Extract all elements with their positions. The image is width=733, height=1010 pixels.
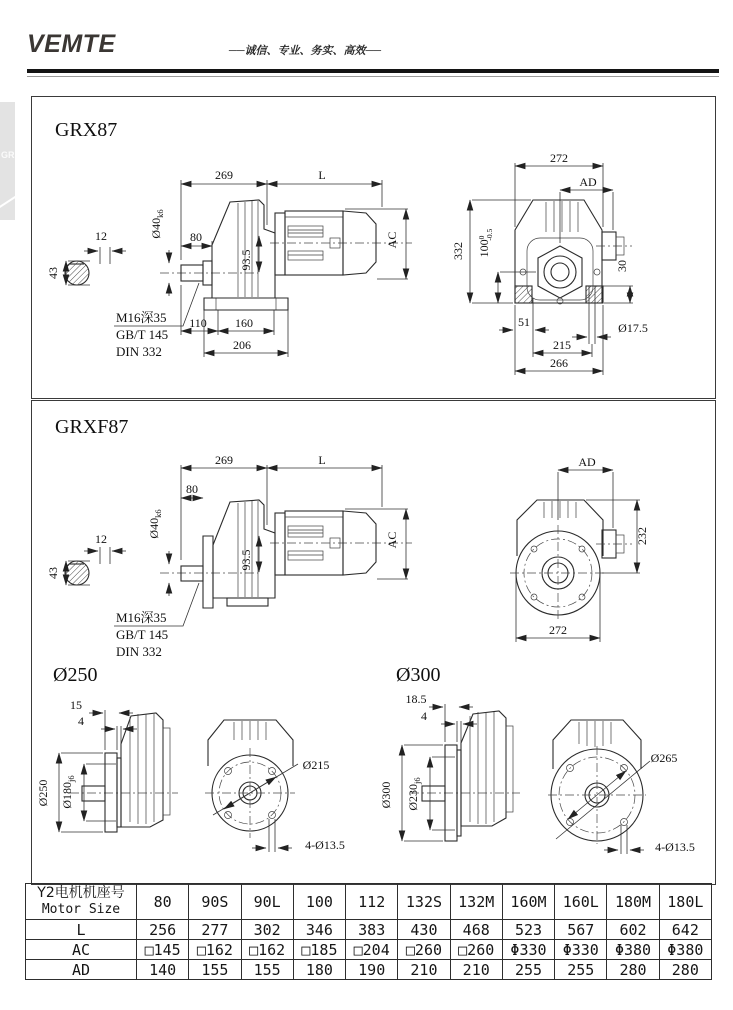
note-grxf87-din: DIN 332 — [116, 644, 162, 659]
dim-grxf87-93-5: 93.5 — [239, 549, 253, 571]
cell-AC-10: Φ380 — [659, 940, 711, 960]
row-label-L: L — [26, 920, 137, 940]
dim-f250-bolt-circle: Ø215 — [302, 758, 330, 772]
cell-L-5: 430 — [398, 920, 450, 940]
grx87-side-dims — [46, 168, 408, 359]
dim-grx87-110: 110 — [189, 316, 207, 330]
dim-grx87-hole-dia: Ø17.5 — [618, 321, 648, 335]
cell-AC-0: □145 — [137, 940, 189, 960]
flange250-title: Ø250 — [53, 664, 98, 686]
dim-grx87-206: 206 — [233, 338, 251, 352]
cell-L-6: 468 — [450, 920, 502, 940]
dim-f250-spigot: $Ø180_{j6}$ — [60, 775, 76, 809]
grx87-front-view — [515, 200, 632, 357]
grx87-drawing — [46, 119, 648, 375]
flange300-front-dims — [556, 751, 695, 854]
dim-grx87-160: 160 — [235, 316, 253, 330]
flange250-front-view — [205, 720, 295, 838]
dim-grxf87-L: L — [318, 453, 326, 467]
cell-L-7: 523 — [502, 920, 554, 940]
dim-grxf87-269: 269 — [215, 453, 233, 467]
col-160L: 160L — [555, 884, 607, 920]
flange300-side-view — [410, 711, 520, 841]
cell-AC-8: Φ330 — [555, 940, 607, 960]
cell-L-2: 302 — [241, 920, 293, 940]
cell-AD-6: 210 — [450, 960, 502, 980]
grx87-title: GRX87 — [55, 119, 118, 141]
cell-L-0: 256 — [137, 920, 189, 940]
table-header-en: Motor Size — [41, 902, 121, 917]
grxf87-title: GRXF87 — [55, 416, 129, 438]
cell-AD-9: 280 — [607, 960, 659, 980]
dim-f300-spigot: $Ø230_{j6}$ — [406, 777, 422, 811]
dim-grx87-269: 269 — [215, 168, 233, 182]
note-grx87-tap: M16深35 — [116, 310, 167, 325]
col-100: 100 — [293, 884, 345, 920]
dim-f300-holes: 4-Ø13.5 — [655, 840, 695, 854]
table-row-AD — [26, 960, 712, 980]
flange250-side-dims — [36, 698, 137, 832]
table-header-cell — [26, 884, 137, 920]
cell-L-4: 383 — [346, 920, 398, 940]
table-header-cn: Y2电机机座号 — [37, 885, 125, 901]
cell-L-8: 567 — [555, 920, 607, 940]
dim-f250-outer: Ø250 — [36, 779, 50, 807]
dim-grx87-43: 43 — [46, 267, 60, 279]
dim-grx87-215: 215 — [553, 338, 571, 352]
grx87-front-dims — [451, 151, 648, 375]
flange250-drawing — [36, 664, 345, 852]
cell-L-10: 642 — [659, 920, 711, 940]
cell-AC-6: □260 — [450, 940, 502, 960]
grxf87-side-dims — [46, 453, 408, 659]
dim-f300-outer: Ø300 — [379, 781, 393, 809]
cell-L-9: 602 — [607, 920, 659, 940]
dim-grx87-shaft-dia: $Ø40_{k6}$ — [149, 209, 165, 239]
dim-grx87-AD: AD — [579, 175, 597, 189]
cell-L-3: 346 — [293, 920, 345, 940]
dim-grx87-L: L — [318, 168, 326, 182]
flange250-side-view — [70, 713, 178, 832]
dim-f250-holes: 4-Ø13.5 — [305, 838, 345, 852]
cell-AD-2: 155 — [241, 960, 293, 980]
dim-grx87-100-tol: $100^0-0.5$ — [477, 228, 494, 258]
dim-f250-4: 4 — [78, 714, 84, 728]
col-132M: 132M — [450, 884, 502, 920]
cell-AC-3: □185 — [293, 940, 345, 960]
table-header-row — [26, 884, 712, 920]
cell-AC-9: Φ380 — [607, 940, 659, 960]
col-180L: 180L — [659, 884, 711, 920]
flange300-drawing — [379, 664, 695, 854]
dim-f300-18-5: 18.5 — [405, 692, 427, 706]
page-edge-tab-label: GR — [1, 150, 15, 160]
brand-logo: VEMTE — [27, 30, 116, 58]
cell-L-1: 277 — [189, 920, 241, 940]
cell-AD-0: 140 — [137, 960, 189, 980]
dim-f300-4: 4 — [421, 709, 427, 723]
cell-AD-5: 210 — [398, 960, 450, 980]
dim-grxf87-12: 12 — [95, 532, 107, 546]
grxf87-front-view — [510, 500, 632, 621]
flange300-title: Ø300 — [396, 664, 441, 686]
cell-AC-1: □162 — [189, 940, 241, 960]
dim-f300-bolt-circle: Ø265 — [650, 751, 678, 765]
grxf87-front-dims — [516, 455, 649, 642]
note-grxf87-gbt: GB/T 145 — [116, 627, 169, 642]
dim-grx87-93-5: 93.5 — [239, 249, 253, 271]
motor-size-table-wrap — [25, 883, 712, 980]
col-132S: 132S — [398, 884, 450, 920]
col-160M: 160M — [502, 884, 554, 920]
dim-grx87-272: 272 — [550, 151, 568, 165]
grxf87-drawing — [46, 416, 649, 659]
brand-tagline: ──诚信、专业、务实、高效── — [228, 45, 382, 57]
col-90S: 90S — [189, 884, 241, 920]
col-80: 80 — [137, 884, 189, 920]
flange300-front-view — [548, 720, 646, 844]
row-label-AD: AD — [26, 960, 137, 980]
dim-f250-15: 15 — [70, 698, 82, 712]
col-112: 112 — [346, 884, 398, 920]
dim-grxf87-80: 80 — [186, 482, 198, 496]
dim-grx87-266: 266 — [550, 356, 568, 370]
dim-grxf87-272: 272 — [549, 623, 567, 637]
row-label-AC: AC — [26, 940, 137, 960]
cell-AD-3: 180 — [293, 960, 345, 980]
cell-AC-4: □204 — [346, 940, 398, 960]
dim-grx87-80: 80 — [190, 230, 202, 244]
dim-grx87-12: 12 — [95, 229, 107, 243]
table-row-AC — [26, 940, 712, 960]
dim-grx87-332: 332 — [451, 242, 465, 260]
cell-AD-1: 155 — [189, 960, 241, 980]
cell-AC-7: Φ330 — [502, 940, 554, 960]
dim-grx87-30: 30 — [615, 260, 629, 272]
flange300-side-dims — [379, 692, 477, 841]
dim-grxf87-43: 43 — [46, 567, 60, 579]
cell-AD-10: 280 — [659, 960, 711, 980]
cell-AD-4: 190 — [346, 960, 398, 980]
dim-grx87-AC: AC — [385, 231, 399, 249]
dim-grxf87-AC: AC — [385, 531, 399, 549]
note-grx87-gbt: GB/T 145 — [116, 327, 169, 342]
dim-grxf87-232: 232 — [635, 527, 649, 545]
cell-AD-7: 255 — [502, 960, 554, 980]
motor-size-table — [25, 883, 712, 980]
col-180M: 180M — [607, 884, 659, 920]
col-90L: 90L — [241, 884, 293, 920]
cell-AC-2: □162 — [241, 940, 293, 960]
note-grxf87-tap: M16深35 — [116, 610, 167, 625]
dim-grxf87-shaft-dia: $Ø40_{k6}$ — [147, 509, 163, 539]
dim-grx87-51: 51 — [518, 315, 530, 329]
note-grx87-din: DIN 332 — [116, 344, 162, 359]
table-row-L — [26, 920, 712, 940]
cell-AC-5: □260 — [398, 940, 450, 960]
dim-grxf87-AD: AD — [578, 455, 596, 469]
cell-AD-8: 255 — [555, 960, 607, 980]
